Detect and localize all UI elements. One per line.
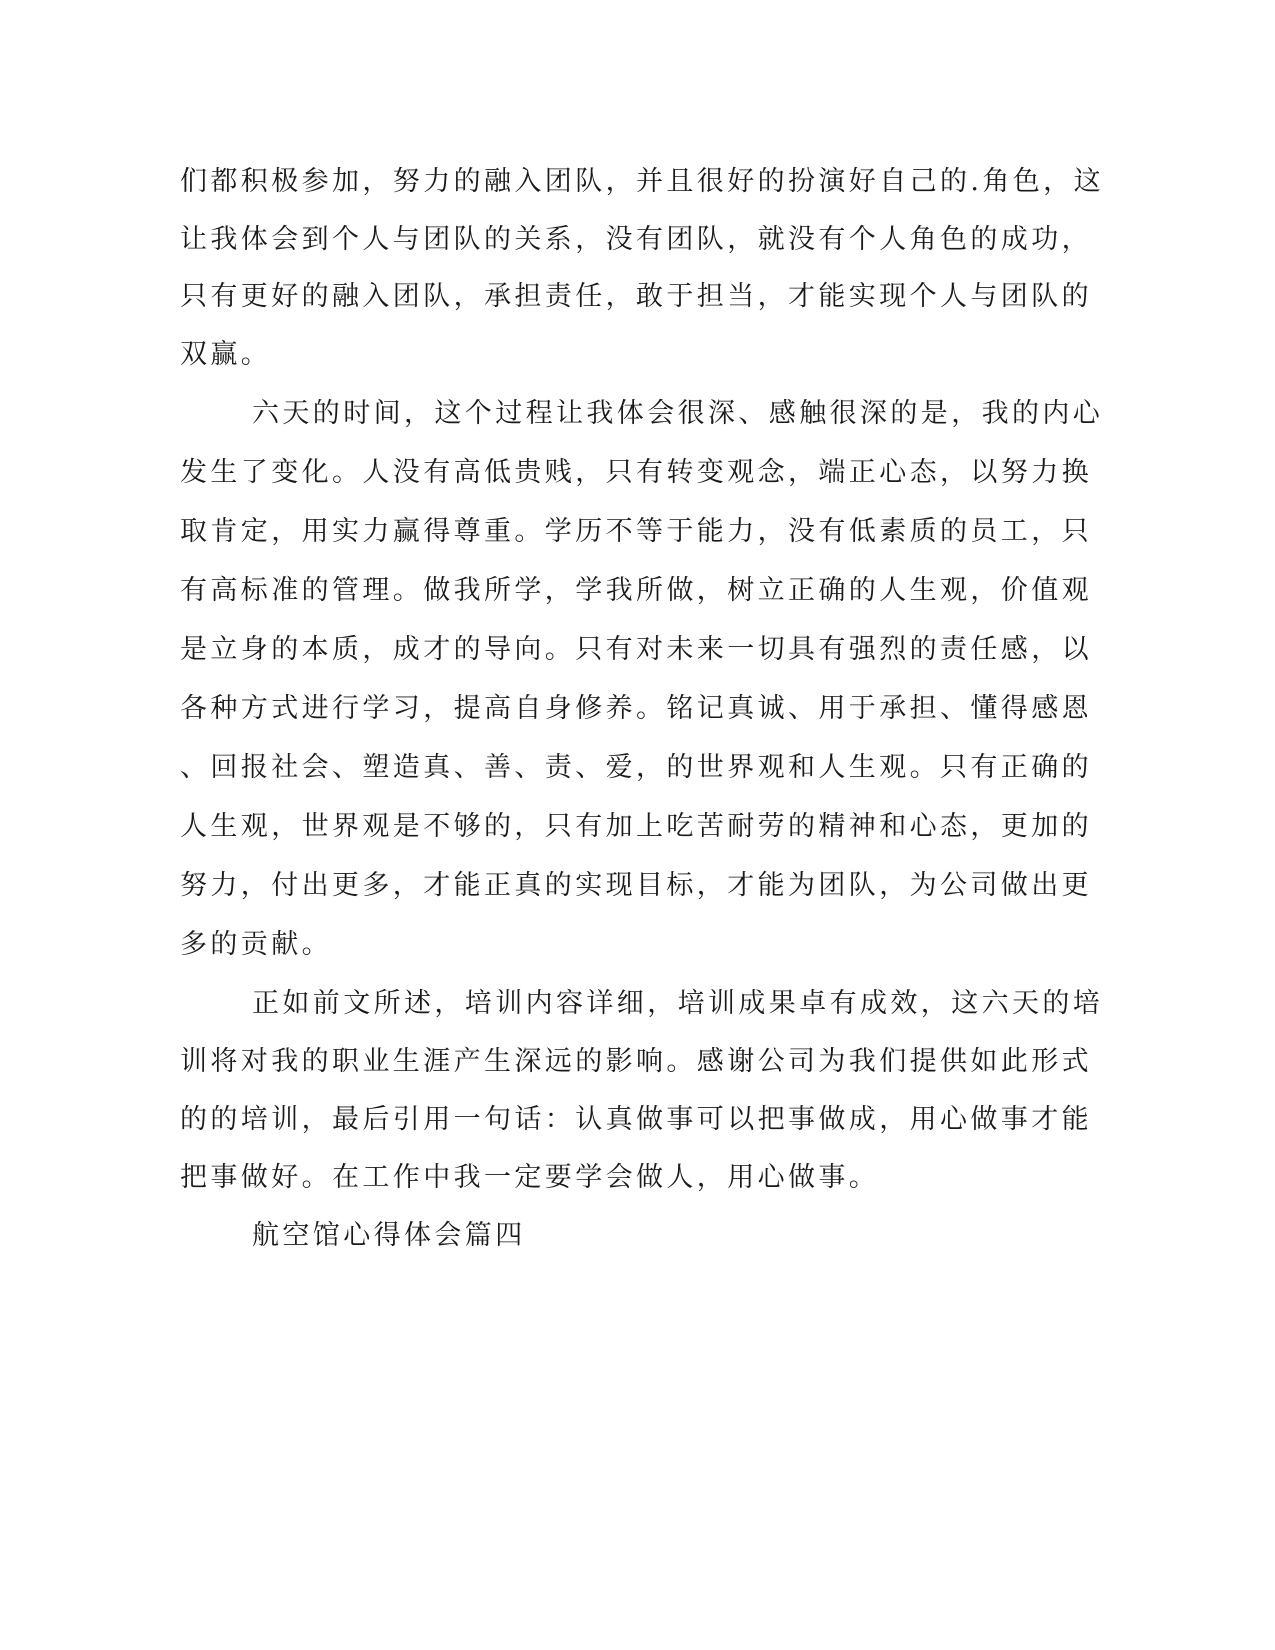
text-line: 各种方式进行学习，提高自身修养。铭记真诚、用于承担、懂得感恩 [180,693,1092,724]
text-line: 训将对我的职业生涯产生深远的影响。感谢公司为我们提供如此形式 [180,1046,1092,1077]
text-line: 把事做好。在工作中我一定要学会做人，用心做事。 [180,1162,880,1193]
text-line: 人生观，世界观是不够的，只有加上吃苦耐劳的精神和心态，更加的 [180,811,1092,842]
text-line: 双赢。 [180,339,272,370]
text-line: 努力，付出更多，才能正真的实现目标，才能为团队，为公司做出更 [180,870,1092,901]
section-heading: 航空馆心得体会篇四 [252,1220,526,1251]
text-line: 只有更好的融入团队，承担责任，敢于担当，才能实现个人与团队的 [180,281,1092,312]
text-line: 发生了变化。人没有高低贵贱，只有转变观念，端正心态，以努力换 [180,457,1092,488]
text-line: 们都积极参加，努力的融入团队，并且很好的扮演好自己的.角色，这 [180,166,1104,197]
text-line: 是立身的本质，成才的导向。只有对未来一切具有强烈的责任感，以 [180,634,1092,665]
text-line: 取肯定，用实力赢得尊重。学历不等于能力，没有低素质的员工，只 [180,516,1092,547]
text-line: 有高标准的管理。做我所学，学我所做，树立正确的人生观，价值观 [180,575,1092,606]
text-line: 、回报社会、塑造真、善、责、爱，的世界观和人生观。只有正确的 [180,752,1092,783]
paragraph-first-line: 六天的时间，这个过程让我体会很深、感触很深的是，我的内心 [252,398,1104,429]
text-line: 多的贡献。 [180,929,332,960]
text-line: 让我体会到个人与团队的关系，没有团队，就没有个人角色的成功， [180,224,1092,255]
paragraph-first-line: 正如前文所述，培训内容详细，培训成果卓有成效，这六天的培 [252,988,1104,1019]
text-line: 的的培训，最后引用一句话：认真做事可以把事做成，用心做事才能 [180,1104,1092,1135]
